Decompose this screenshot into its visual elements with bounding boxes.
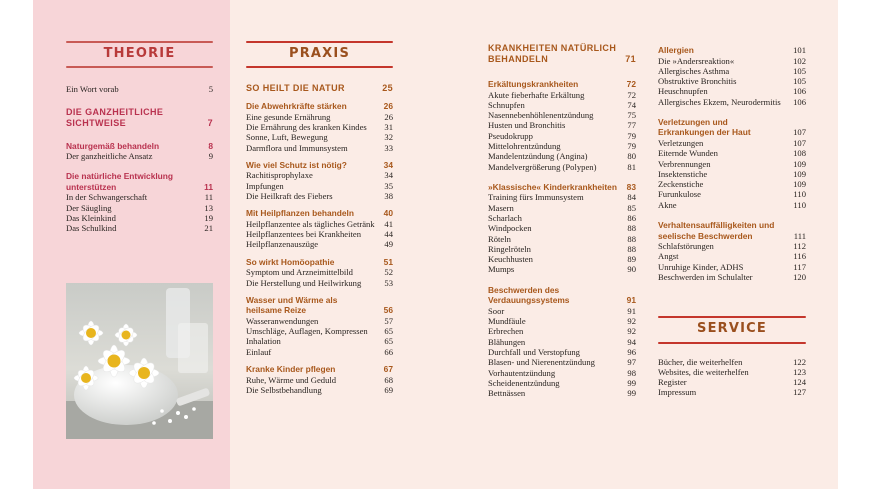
toc-entry[interactable]: Scharlach 86 [488,212,636,223]
toc-entry[interactable]: Akne 110 [658,199,806,210]
toc-entry[interactable]: Schlafstörungen 112 [658,241,806,252]
toc-entry[interactable]: Websites, die weiterhelfen 123 [658,366,806,377]
toc-entry[interactable]: Mandelentzündung (Angina) 80 [488,151,636,162]
toc-main-section[interactable]: SO HEILT DIE NATUR 25 [246,83,393,94]
toc-entry[interactable]: Eiternde Wunden 108 [658,148,806,159]
toc-entry[interactable]: Insektenstiche 109 [658,168,806,179]
toc-entry[interactable]: Heilpflanzenauszüge 49 [246,239,393,250]
toc-entry[interactable]: Blasen- und Nierenentzündung 97 [488,357,636,368]
toc-section-heading[interactable]: Beschwerden des Verdauungssystems 91 [488,284,636,306]
toc-section-heading[interactable]: Wie viel Schutz ist nötig? 34 [246,159,393,170]
toc-entry[interactable]: Eine gesunde Ernährung 26 [246,111,393,122]
toc-entry[interactable]: Beschwerden im Schulalter 120 [658,271,806,282]
theorie-title: THEORIE [103,46,176,61]
toc-entry[interactable]: Verletzungen 107 [658,137,806,148]
toc-entry[interactable]: Die Herstellung und Heilwirkung 53 [246,277,393,288]
toc-section-heading[interactable]: Die Abwehrkräfte stärken 26 [246,101,393,112]
toc-entry[interactable]: Erbrechen 92 [488,326,636,337]
toc-entry[interactable]: Vorhautentzündung 98 [488,367,636,378]
toc-entry[interactable]: Heilpflanzentee als tägliches Getränk 41 [246,218,393,229]
toc-entry[interactable]: Schnupfen 74 [488,99,636,110]
toc-entry[interactable]: Masern 85 [488,202,636,213]
toc-section-heading[interactable]: Mit Heilpflanzen behandeln 40 [246,208,393,219]
toc-entry[interactable]: Register 124 [658,377,806,388]
toc-section-heading[interactable]: So wirkt Homöopathie 51 [246,256,393,267]
illness-column [488,43,636,398]
toc-section-heading[interactable]: Verhaltensauffälligkeiten und seelische Beschwerden 111 [658,220,806,241]
praxis-rule-top [246,41,393,43]
toc-entry[interactable]: Windpocken 88 [488,223,636,234]
toc-entry[interactable]: Symptom und Arzneimittelbild 52 [246,267,393,278]
toc-entry[interactable]: Die Ernährung des kranken Kindes 31 [246,122,393,133]
toc-entry[interactable]: Mittelohrentzündung 79 [488,140,636,151]
toc-entry[interactable]: Sonne, Luft, Bewegung 32 [246,132,393,143]
allergies-column [658,45,806,398]
toc-entry[interactable]: Pseudokrupp 79 [488,130,636,141]
toc-entry[interactable]: Blähungen 94 [488,336,636,347]
toc-entry[interactable]: Training fürs Immunsystem 84 [488,192,636,203]
toc-entry[interactable]: Husten und Bronchitis 77 [488,120,636,131]
toc-entry[interactable]: Allergisches Asthma 105 [658,65,806,76]
toc-entry[interactable]: Rachitisprophylaxe 34 [246,170,393,181]
service-title: SERVICE [697,321,767,337]
toc-section-heading[interactable]: Naturgemäß behandeln 8 [66,140,213,151]
toc-entry[interactable]: Darmflora und Immunsystem 33 [246,142,393,153]
toc-entry[interactable]: Röteln 88 [488,233,636,244]
toc-entry[interactable]: Das Schulkind 21 [66,223,213,234]
toc-section-heading[interactable]: Verletzungen und Erkrankungen der Haut 107 [658,116,806,138]
toc-entry[interactable]: Mundfäule 92 [488,316,636,327]
toc-entry[interactable]: Bettnässen 99 [488,388,636,399]
toc-entry[interactable]: Mandelvergrößerung (Polypen) 81 [488,161,636,172]
toc-entry[interactable]: Obstruktive Bronchitis 105 [658,76,806,87]
toc-entry[interactable]: Das Kleinkind 19 [66,212,213,223]
praxis-title: PRAXIS [288,46,351,61]
toc-section-heading[interactable]: »Klassische« Kinderkrankheiten 83 [488,181,636,192]
toc-entry[interactable]: Scheidenentzündung 99 [488,377,636,388]
toc-entry[interactable]: Furunkulose 110 [658,189,806,200]
toc-entry[interactable]: Impressum 127 [658,387,806,398]
toc-main-section[interactable]: KRANKHEITEN NATÜRLICH BEHANDELN 71 [488,43,636,64]
toc-entry[interactable]: Die Heilkraft des Fiebers 38 [246,191,393,202]
page-margin-left [0,0,33,489]
chamomile-photo [66,283,213,439]
theorie-column [66,41,213,234]
toc-entry[interactable]: Der Säugling 13 [66,202,213,213]
toc-section-heading[interactable]: Erkältungskrankheiten 72 [488,79,636,89]
toc-entry[interactable]: Akute fieberhafte Erkältung 72 [488,89,636,100]
toc-entry[interactable]: Die »Andersreaktion« 102 [658,55,806,66]
toc-entry[interactable]: Mumps 90 [488,264,636,275]
toc-entry[interactable]: Umschläge, Auflagen, Kompressen 65 [246,326,393,337]
toc-entry[interactable]: Verbrennungen 109 [658,158,806,169]
toc-entry[interactable]: Die Selbstbehandlung 69 [246,384,393,395]
toc-section-heading[interactable]: Die natürliche Entwicklung unterstützen 11 [66,171,213,192]
toc-entry[interactable]: Inhalation 65 [246,336,393,347]
toc-entry[interactable]: Nasennebenhöhlenentzündung 75 [488,110,636,121]
toc-entry[interactable]: Ein Wort vorab 5 [66,84,213,95]
toc-section-heading[interactable]: Kranke Kinder pflegen 67 [246,364,393,375]
toc-entry[interactable]: Heilpflanzentees bei Krankheiten 44 [246,229,393,240]
toc-entry[interactable]: Durchfall und Verstopfung 96 [488,346,636,357]
toc-entry[interactable]: Unruhige Kinder, ADHS 117 [658,261,806,272]
toc-entry[interactable]: Heuschnupfen 106 [658,86,806,97]
theorie-rule-top [66,41,213,43]
toc-entry[interactable]: Impfungen 35 [246,180,393,191]
toc-entry[interactable]: Soor 91 [488,305,636,316]
toc-entry[interactable]: Einlauf 66 [246,346,393,357]
toc-entry[interactable]: Allergisches Ekzem, Neurodermitis 106 [658,96,806,107]
toc-section-heading[interactable]: Allergien 101 [658,45,806,55]
toc-entry[interactable]: Angst 116 [658,251,806,262]
toc-entry[interactable]: Der ganzheitliche Ansatz 9 [66,151,213,162]
toc-entry[interactable]: Bücher, die weiterhelfen 122 [658,356,806,367]
toc-main-section[interactable]: DIE GANZHEITLICHE SICHTWEISE 7 [66,106,213,128]
page-margin-right [838,0,870,489]
toc-entry[interactable]: Wasseranwendungen 57 [246,315,393,326]
toc-entry[interactable]: Ruhe, Wärme und Geduld 68 [246,374,393,385]
toc-entry[interactable]: Keuchhusten 89 [488,254,636,265]
toc-section-heading[interactable]: Wasser und Wärme als heilsame Reize 56 [246,294,393,316]
toc-entry[interactable]: Ringelröteln 88 [488,243,636,254]
toc-entry[interactable]: Zeckenstiche 109 [658,179,806,190]
praxis-column [246,41,393,395]
toc-entry[interactable]: In der Schwangerschaft 11 [66,192,213,203]
service-rule-top [658,316,806,318]
